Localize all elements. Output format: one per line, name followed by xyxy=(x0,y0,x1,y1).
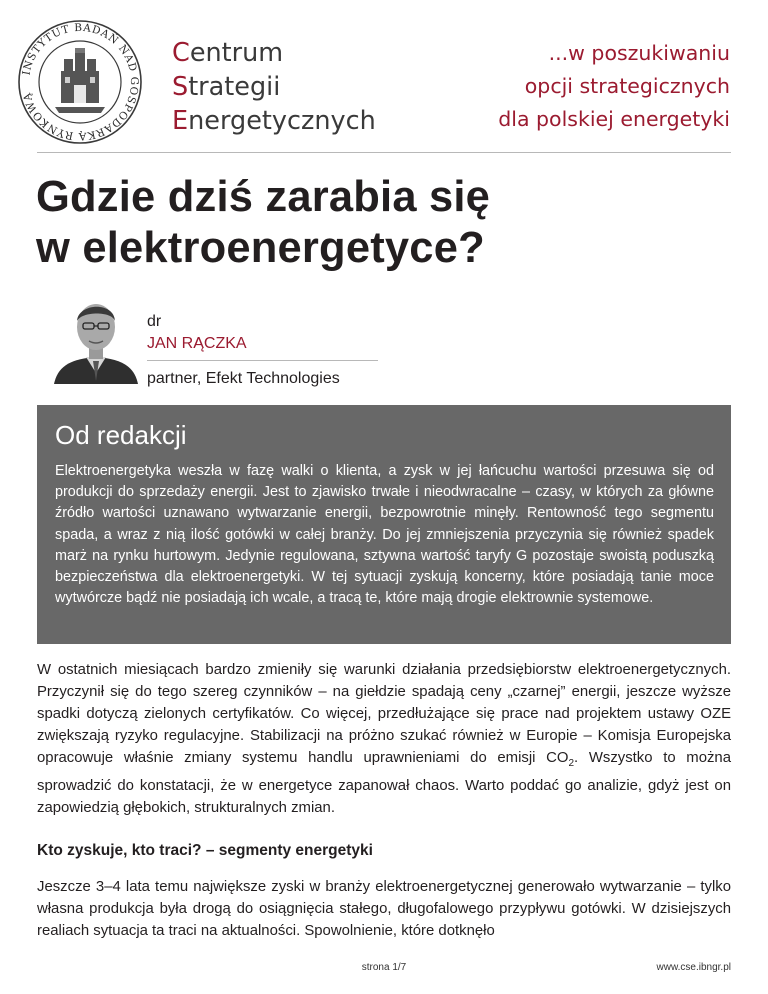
brand-name xyxy=(172,36,376,138)
author-photo xyxy=(52,291,140,384)
section-heading: Kto zyskuje, kto traci? – segmenty energetyki xyxy=(37,842,373,859)
editorial-text: Elektroenergetyka weszła w fazę walki o klienta, a zysk w jej łańcuchu wartości przesuwa się od produkcji do sprzedaży energii. Jest to zjawisko trwałe i nieodwracalne – czasy, w których za główne źródło wartości uznawano wytwarzanie energii, bezpowrotnie minęły. Rentowność tego segmentu spada, a wraz z nią ilość gotówki w całej branży. Do jej zmniejszenia przyczynia się również spadek marż na rynku hurtowym. Jedynie regulowana, sztywna wartość taryfy G pozostaje swoistą poduszką bezpieczeństwa dla elektroenergetyki. W tej sytuacji zyskują koncerny, które posiadają tanie moce wytwórcze bądź nie posiadają ich wcale, a tracą te, które mają drogie elektrownie systemowe. xyxy=(55,463,714,607)
tagline xyxy=(498,37,730,136)
author-role: partner, Efekt Technologies xyxy=(147,370,340,387)
svg-text:INSTYTUT BADAŃ NAD GOSPODARKĄ: INSTYTUT BADAŃ NAD GOSPODARKĄ RYNKOWĄ xyxy=(20,21,141,143)
page-header xyxy=(0,0,768,160)
brand-line: Centrum xyxy=(172,38,284,68)
article-title: Gdzie dziś zarabia się w elektroenergetyce? xyxy=(36,173,491,272)
tagline-line: opcji strategicznych xyxy=(524,74,730,98)
author-divider xyxy=(147,360,378,361)
author-name: JAN RĄCZKA xyxy=(147,335,247,352)
body-paragraph: Jeszcze 3–4 lata temu największe zyski w branży elektroenergetycznej generowało wytwarzanie – tylko własna produkcja była drogą do osiągnięcia stałego, długofalowego przypływu gotówki. W dzisiejszych realiach sytuacja ta traci na aktualności. Spowolnienie, które dotknęło xyxy=(37,879,731,939)
author-prefix: dr xyxy=(147,313,162,330)
city-emblem-icon xyxy=(55,48,105,113)
page-number: strona 1/7 xyxy=(361,962,407,973)
brand-line: Energetycznych xyxy=(172,106,376,136)
body-paragraph: W ostatnich miesiącach bardzo zmieniły się warunki działania przedsiębiorstw elektroenergetycznych. Przyczynił się do tego szereg czynników – na giełdzie spadają ceny „czarnej” energii, jeszcze wyższe spadki dotyczą zielonych certyfikatów. Co więcej, przedłużające się prace nad projektem ustawy OZE zwiększają ryzyko regulacyjne. Stabilizacji na próżno szukać również w Europie – Komisja Europejska opracowuje właśnie zmiany systemu handlu uprawnieniami do emisji $CO_2$. Wszystko to można sprowadzić do konstatacji, że w energetyce zapanował chaos. Warto poddać go analizie, gdyż jest on zapowiedzią głębokich, strukturalnych zmian. xyxy=(37,662,731,816)
header-divider xyxy=(37,152,731,153)
editorial-heading: Od redakcji xyxy=(55,420,187,450)
brand-line: Strategii xyxy=(172,72,281,102)
footer-url[interactable]: www.cse.ibngr.pl xyxy=(656,962,731,973)
tagline-line: ...w poszukiwaniu xyxy=(548,41,730,65)
editorial-box xyxy=(37,405,731,644)
institute-seal-logo xyxy=(17,19,143,145)
tagline-line: dla polskiej energetyki xyxy=(498,107,730,131)
